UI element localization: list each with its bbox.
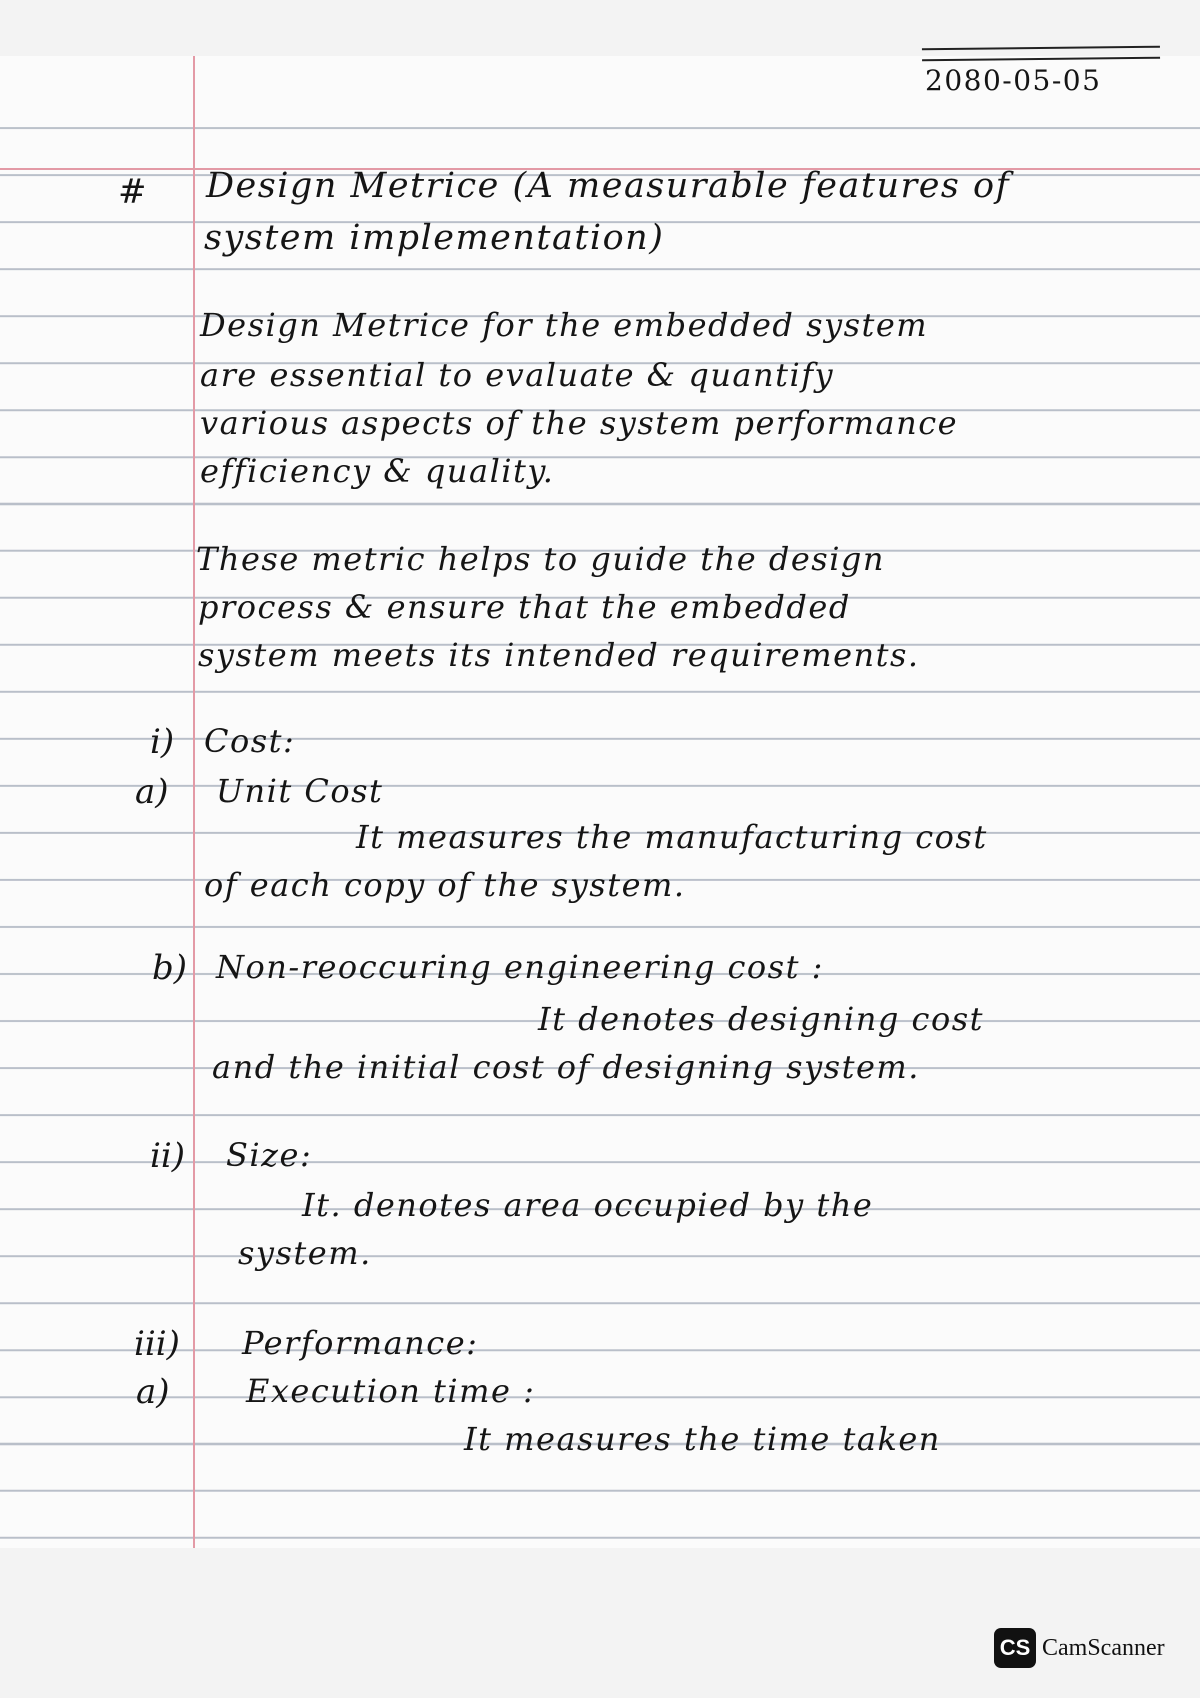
unit-cost-text-1: It measures the manufacturing cost [356,818,988,856]
nre-cost-marker: b) [152,948,188,988]
date-underline [922,46,1160,61]
unit-cost-text-2: of each copy of the system. [204,866,686,904]
nre-cost-text-1: It denotes designing cost [538,1000,984,1038]
execution-time-heading: Execution time : [246,1372,536,1410]
notebook-page [0,56,1200,1548]
size-text-1: It. denotes area occupied by the [302,1186,874,1224]
guide-line-2: process & ensure that the embedded [198,588,851,626]
guide-line-3: system meets its intended requirements. [198,636,920,674]
intro-line-4: efficiency & quality. [200,452,555,490]
cost-marker: i) [150,722,175,762]
guide-line-1: These metric helps to guide the design [196,540,886,578]
nre-cost-text-2: and the initial cost of designing system. [212,1048,920,1086]
nre-cost-heading: Non-reoccuring engineering cost : [216,948,824,986]
cost-heading: Cost: [204,722,296,760]
heading-line-1: Design Metrice (A measurable features of [206,166,1011,206]
performance-marker: iii) [134,1324,180,1364]
size-heading: Size: [226,1136,313,1174]
size-text-2: system. [238,1234,372,1272]
intro-line-3: various aspects of the system performance [200,404,959,442]
execution-time-text-1: It measures the time taken [464,1420,941,1458]
date: 2080-05-05 [925,64,1102,97]
margin-line [193,56,195,1548]
size-marker: ii) [150,1136,186,1176]
intro-line-2: are essential to evaluate & quantify [200,356,835,394]
camscanner-logo-icon: CS [994,1628,1036,1668]
execution-time-marker: a) [136,1372,170,1412]
heading-line-2: system implementation) [204,218,665,258]
camscanner-name: CamScanner [1042,1634,1165,1661]
camscanner-watermark [994,1628,1165,1668]
intro-line-1: Design Metrice for the embedded system [200,306,929,344]
unit-cost-marker: a) [135,772,169,812]
heading-marker: # [118,172,147,212]
performance-heading: Performance: [242,1324,479,1362]
unit-cost-heading: Unit Cost [216,772,384,810]
